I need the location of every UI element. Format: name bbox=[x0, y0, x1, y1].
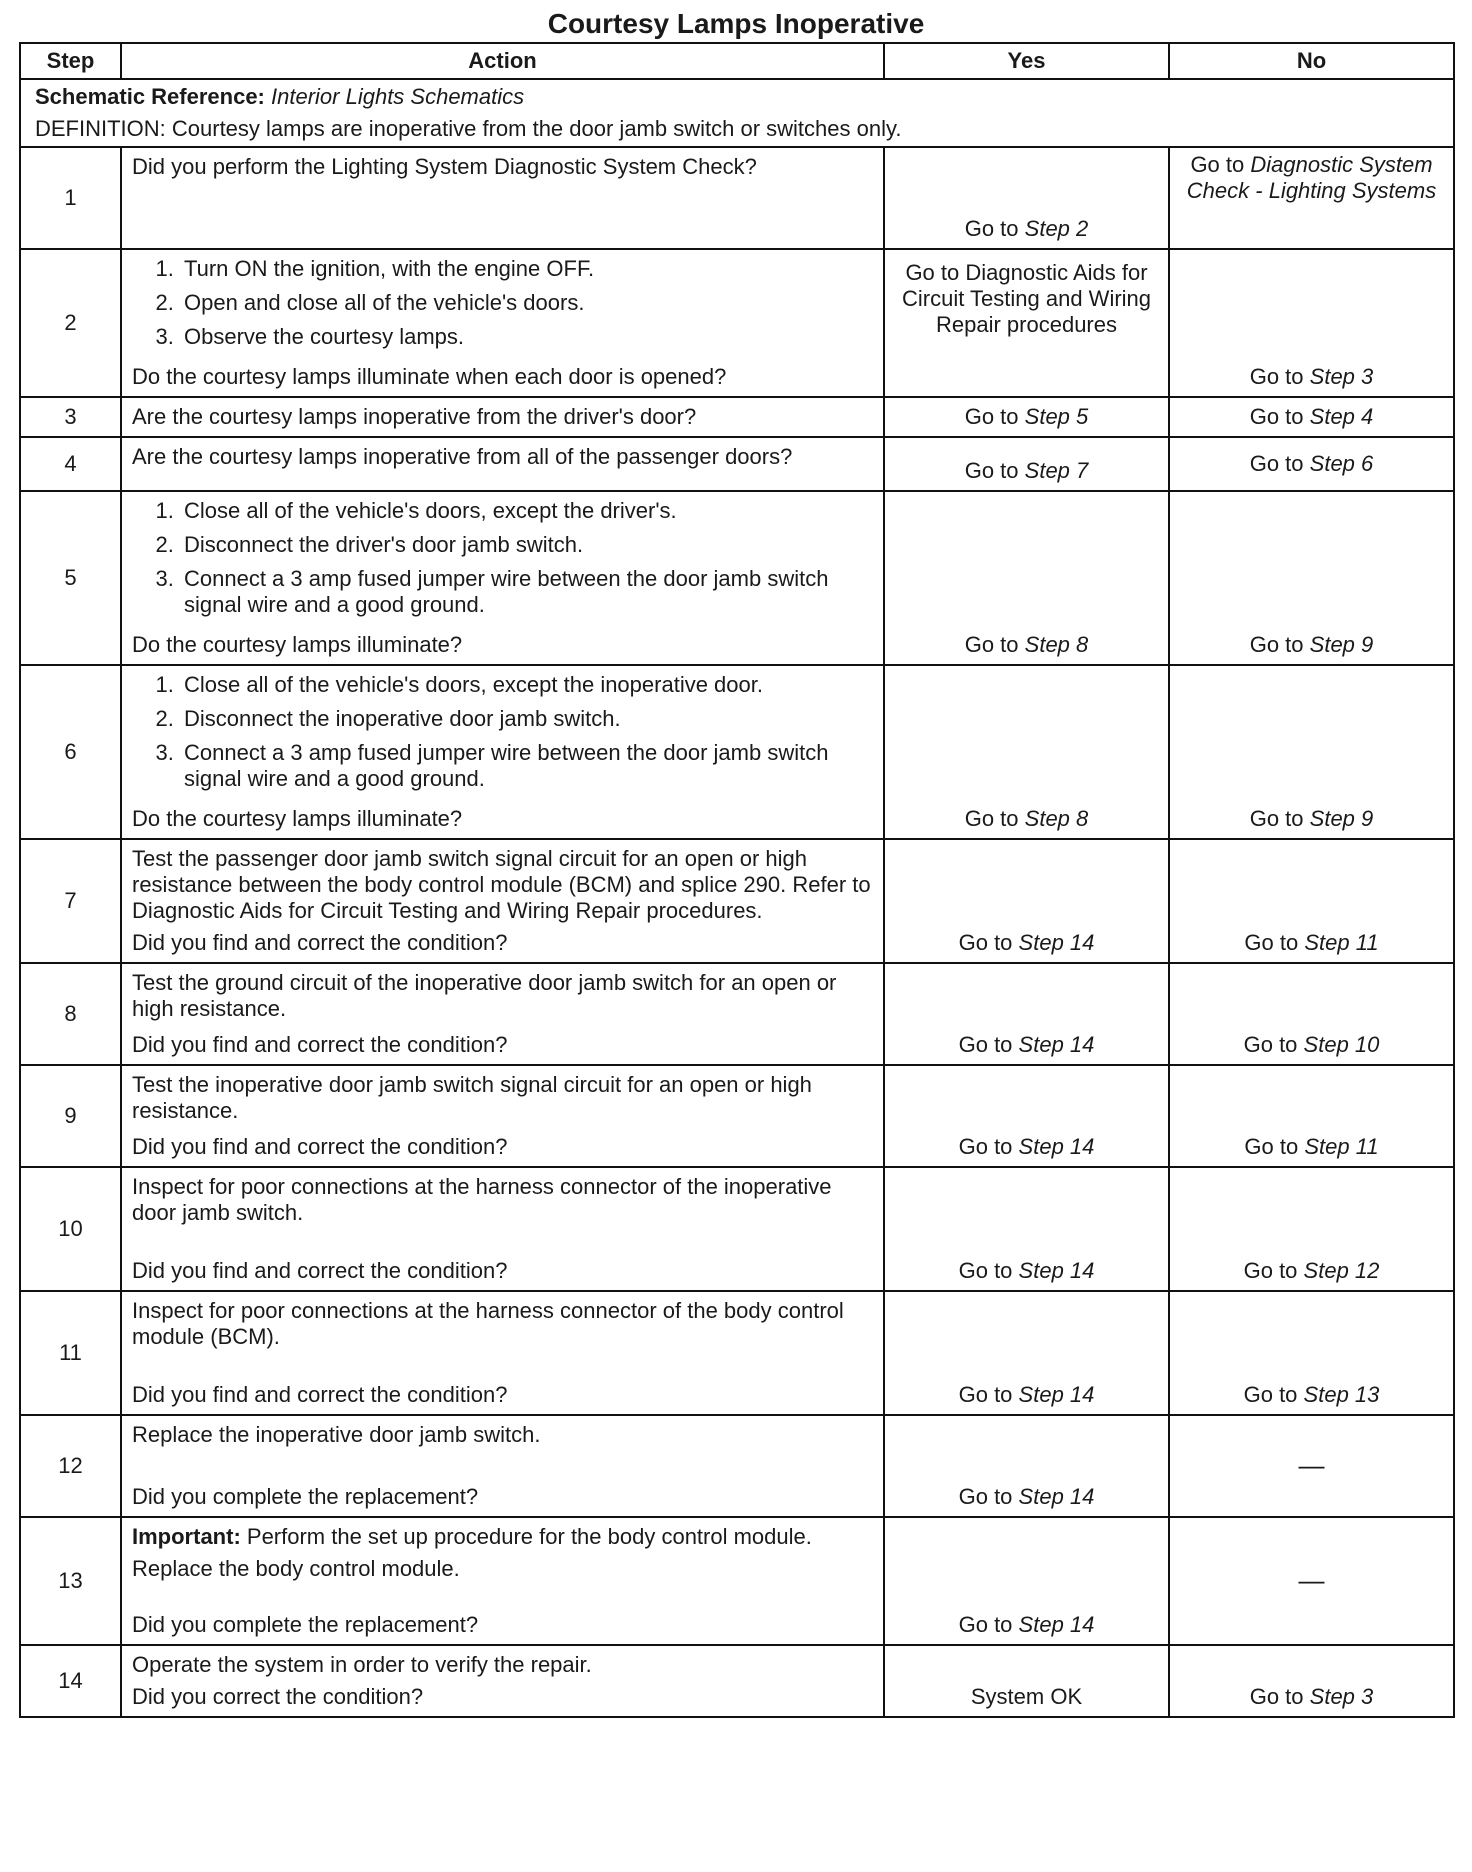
action-text: Test the passenger door jamb switch signal circuit for an open or high resistance between the body control module (BCM) and splice 290. Refer to Diagnostic Aids for Circuit Testing and Wiring Repair procedures. bbox=[132, 846, 871, 923]
yes-goto-prefix: Go to bbox=[958, 1258, 1013, 1283]
procedure-list bbox=[132, 672, 873, 792]
action-content bbox=[132, 846, 873, 956]
action-text: Replace the inoperative door jamb switch. bbox=[132, 1422, 541, 1447]
step-number: 3 bbox=[20, 397, 121, 437]
schematic-value: Interior Lights Schematics bbox=[271, 84, 525, 109]
no-goto-target: Step 9 bbox=[1309, 632, 1374, 657]
action-question: Are the courtesy lamps inoperative from the driver's door? bbox=[132, 404, 697, 429]
yes-goto-prefix: Go to bbox=[964, 632, 1019, 657]
yes-goto-target: Step 8 bbox=[1024, 806, 1089, 831]
procedure-list bbox=[132, 256, 873, 350]
action-content bbox=[132, 1422, 873, 1510]
table-row bbox=[20, 1291, 1454, 1415]
yes-goto-target: Step 7 bbox=[1024, 458, 1089, 483]
no-cell bbox=[1169, 147, 1454, 249]
step-number: 13 bbox=[20, 1517, 121, 1645]
yes-goto-prefix: Go to bbox=[964, 404, 1019, 429]
schematic-reference bbox=[21, 80, 1453, 114]
yes-goto-target: Step 14 bbox=[1018, 1612, 1095, 1637]
procedure-item: 2. Open and close all of the vehicle's doors. bbox=[180, 290, 873, 316]
step-number: 7 bbox=[20, 839, 121, 963]
action-cell bbox=[121, 1291, 884, 1415]
table-row bbox=[20, 1645, 1454, 1717]
no-cell bbox=[1169, 1415, 1454, 1517]
action-cell bbox=[121, 1415, 884, 1517]
action-question: Did you find and correct the condition? bbox=[132, 1032, 508, 1057]
definition-text: DEFINITION: Courtesy lamps are inoperative from the door jamb switch or switches only. bbox=[35, 116, 902, 141]
yes-goto-link[interactable] bbox=[965, 216, 1089, 241]
procedure-item: 1. Close all of the vehicle's doors, except the driver's. bbox=[180, 498, 873, 524]
action-question: Are the courtesy lamps inoperative from all of the passenger doors? bbox=[132, 444, 793, 469]
action-text: Inspect for poor connections at the harness connector of the inoperative door jamb switch. bbox=[132, 1174, 832, 1225]
yes-cell bbox=[884, 1291, 1169, 1415]
action-body bbox=[132, 1298, 873, 1350]
action-body bbox=[132, 498, 873, 626]
yes-cell bbox=[884, 1415, 1169, 1517]
step-number: 1 bbox=[20, 147, 121, 249]
action-text: Operate the system in order to verify the repair. bbox=[132, 1652, 592, 1677]
no-goto-prefix: Go to bbox=[1249, 451, 1304, 476]
yes-cell bbox=[884, 147, 1169, 249]
yes-goto-link[interactable] bbox=[965, 632, 1089, 657]
no-goto-link[interactable] bbox=[1244, 1032, 1380, 1057]
no-goto-link[interactable] bbox=[1244, 1382, 1380, 1407]
action-content bbox=[132, 498, 873, 658]
yes-goto-prefix: Go to bbox=[958, 930, 1013, 955]
action-content bbox=[132, 1524, 873, 1638]
step-number: 10 bbox=[20, 1167, 121, 1291]
no-goto-link[interactable] bbox=[1250, 364, 1374, 389]
yes-cell bbox=[884, 491, 1169, 665]
action-question: Did you perform the Lighting System Diagnostic System Check? bbox=[132, 154, 757, 179]
no-goto-prefix: Go to bbox=[1249, 404, 1304, 429]
yes-goto-target: Step 5 bbox=[1024, 404, 1089, 429]
action-question: Did you find and correct the condition? bbox=[132, 1134, 508, 1159]
table-row bbox=[20, 963, 1454, 1065]
action-cell bbox=[121, 839, 884, 963]
no-goto-prefix: Go to bbox=[1243, 1382, 1298, 1407]
yes-goto-prefix: Go to bbox=[958, 1032, 1013, 1057]
procedure-item: 2. Disconnect the inoperative door jamb switch. bbox=[180, 706, 873, 732]
yes-text: Go to Diagnostic Aids for Circuit Testing and Wiring Repair procedures bbox=[901, 260, 1152, 337]
table-row bbox=[20, 491, 1454, 665]
yes-cell bbox=[884, 1645, 1169, 1717]
action-content bbox=[132, 672, 873, 832]
no-goto-prefix: Go to bbox=[1243, 1258, 1298, 1283]
action-cell bbox=[121, 249, 884, 397]
no-goto-target: Step 11 bbox=[1304, 930, 1379, 955]
action-body bbox=[132, 846, 873, 924]
no-goto-target: Diagnostic System Check - Lighting Systems bbox=[1186, 152, 1437, 203]
yes-goto-prefix: Go to bbox=[958, 1484, 1013, 1509]
action-body bbox=[132, 672, 873, 800]
no-goto-target: Step 3 bbox=[1309, 1684, 1374, 1709]
action-content bbox=[132, 1298, 873, 1408]
action-question: Did you complete the replacement? bbox=[132, 1612, 479, 1637]
no-goto-link[interactable] bbox=[1244, 1258, 1380, 1283]
yes-goto-link[interactable] bbox=[959, 1258, 1095, 1283]
procedure-item: 3. Connect a 3 amp fused jumper wire between the door jamb switch signal wire and a good ground. bbox=[180, 740, 873, 792]
action-body bbox=[132, 1524, 873, 1582]
step-number: 5 bbox=[20, 491, 121, 665]
yes-cell bbox=[884, 437, 1169, 491]
action-content bbox=[132, 404, 873, 430]
action-question: Did you complete the replacement? bbox=[132, 1484, 479, 1509]
yes-goto-target: Step 14 bbox=[1018, 1382, 1095, 1407]
yes-cell bbox=[884, 665, 1169, 839]
yes-goto-target: Step 14 bbox=[1018, 1032, 1095, 1057]
action-cell bbox=[121, 1645, 884, 1717]
action-cell bbox=[121, 963, 884, 1065]
yes-goto-prefix: Go to bbox=[964, 216, 1019, 241]
yes-goto-link[interactable] bbox=[965, 806, 1089, 831]
step-number: 8 bbox=[20, 963, 121, 1065]
yes-goto-prefix: Go to bbox=[964, 806, 1019, 831]
yes-cell bbox=[884, 249, 1169, 397]
table-row bbox=[20, 665, 1454, 839]
no-goto-target: Step 3 bbox=[1309, 364, 1374, 389]
no-goto-prefix: Go to bbox=[1249, 632, 1304, 657]
yes-goto-link[interactable] bbox=[959, 1484, 1095, 1509]
no-goto-target: Step 6 bbox=[1309, 451, 1374, 476]
step-number: 14 bbox=[20, 1645, 121, 1717]
table-row bbox=[20, 147, 1454, 249]
no-cell bbox=[1169, 1517, 1454, 1645]
yes-cell bbox=[884, 1517, 1169, 1645]
yes-cell bbox=[884, 839, 1169, 963]
header-no: No bbox=[1169, 43, 1454, 79]
action-question: Did you find and correct the condition? bbox=[132, 1382, 508, 1407]
action-cell bbox=[121, 437, 884, 491]
action-content bbox=[132, 1072, 873, 1160]
yes-goto-target: Step 14 bbox=[1018, 1134, 1095, 1159]
header-action: Action bbox=[121, 43, 884, 79]
action-content bbox=[132, 1652, 873, 1710]
yes-goto-target: Step 14 bbox=[1018, 1484, 1095, 1509]
no-goto-target: Step 10 bbox=[1303, 1032, 1380, 1057]
action-content bbox=[132, 256, 873, 390]
diagnostic-table bbox=[19, 42, 1455, 1718]
table-row bbox=[20, 1517, 1454, 1645]
action-cell bbox=[121, 147, 884, 249]
action-cell bbox=[121, 1065, 884, 1167]
action-cell bbox=[121, 491, 884, 665]
action-question: Did you correct the condition? bbox=[132, 1684, 424, 1709]
table-row bbox=[20, 397, 1454, 437]
action-text: Inspect for poor connections at the harness connector of the body control module (BCM). bbox=[132, 1298, 844, 1349]
no-cell bbox=[1169, 963, 1454, 1065]
no-goto-link[interactable] bbox=[1250, 632, 1374, 657]
yes-goto-target: Step 14 bbox=[1018, 930, 1095, 955]
no-goto-link[interactable] bbox=[1250, 404, 1374, 429]
no-text: — bbox=[1298, 1450, 1325, 1480]
table-row bbox=[20, 249, 1454, 397]
step-number: 4 bbox=[20, 437, 121, 491]
action-question: Do the courtesy lamps illuminate when each door is opened? bbox=[132, 364, 727, 389]
yes-goto-link[interactable] bbox=[959, 1032, 1095, 1057]
no-cell bbox=[1169, 397, 1454, 437]
yes-cell bbox=[884, 1065, 1169, 1167]
no-goto-link[interactable] bbox=[1187, 152, 1436, 203]
action-body bbox=[132, 1072, 873, 1124]
no-goto-target: Step 11 bbox=[1304, 1134, 1379, 1159]
no-goto-target: Step 4 bbox=[1309, 404, 1374, 429]
yes-goto-link[interactable] bbox=[959, 930, 1095, 955]
yes-goto-target: Step 14 bbox=[1018, 1258, 1095, 1283]
no-cell bbox=[1169, 665, 1454, 839]
procedure-item: 3. Observe the courtesy lamps. bbox=[180, 324, 873, 350]
action-text: Replace the body control module. bbox=[132, 1556, 460, 1581]
yes-cell bbox=[884, 963, 1169, 1065]
action-cell bbox=[121, 1517, 884, 1645]
no-goto-prefix: Go to bbox=[1244, 930, 1299, 955]
yes-cell bbox=[884, 1167, 1169, 1291]
step-number: 2 bbox=[20, 249, 121, 397]
yes-goto-prefix: Go to bbox=[958, 1612, 1013, 1637]
yes-goto-link[interactable] bbox=[959, 1134, 1095, 1159]
procedure-item: 3. Connect a 3 amp fused jumper wire between the door jamb switch signal wire and a good ground. bbox=[180, 566, 873, 618]
yes-goto-prefix: Go to bbox=[958, 1382, 1013, 1407]
action-cell bbox=[121, 1167, 884, 1291]
yes-goto-link[interactable] bbox=[965, 458, 1089, 483]
no-text: — bbox=[1298, 1565, 1325, 1595]
step-number: 12 bbox=[20, 1415, 121, 1517]
action-body bbox=[132, 256, 873, 358]
step-number: 6 bbox=[20, 665, 121, 839]
schematic-label: Schematic Reference: bbox=[35, 84, 265, 109]
action-text: Test the inoperative door jamb switch signal circuit for an open or high resistance. bbox=[132, 1072, 812, 1123]
no-goto-prefix: Go to bbox=[1249, 806, 1304, 831]
yes-text: System OK bbox=[970, 1684, 1083, 1709]
yes-goto-prefix: Go to bbox=[964, 458, 1019, 483]
step-number: 11 bbox=[20, 1291, 121, 1415]
yes-goto-prefix: Go to bbox=[958, 1134, 1013, 1159]
action-content bbox=[132, 1174, 873, 1284]
table-row bbox=[20, 1065, 1454, 1167]
no-cell bbox=[1169, 1167, 1454, 1291]
schematic-row bbox=[20, 79, 1454, 147]
table-header-row bbox=[20, 43, 1454, 79]
action-text: Test the ground circuit of the inoperative door jamb switch for an open or high resistance. bbox=[132, 970, 837, 1021]
action-question: Did you find and correct the condition? bbox=[132, 1258, 508, 1283]
no-cell bbox=[1169, 839, 1454, 963]
no-goto-target: Step 13 bbox=[1303, 1382, 1380, 1407]
procedure-list bbox=[132, 498, 873, 618]
no-cell bbox=[1169, 491, 1454, 665]
action-body bbox=[132, 1174, 873, 1226]
yes-cell bbox=[884, 397, 1169, 437]
procedure-item: 2. Disconnect the driver's door jamb switch. bbox=[180, 532, 873, 558]
no-goto-link[interactable] bbox=[1250, 806, 1374, 831]
page-title: Courtesy Lamps Inoperative bbox=[547, 8, 925, 39]
no-goto-link[interactable] bbox=[1250, 1684, 1374, 1709]
no-goto-target: Step 9 bbox=[1309, 806, 1374, 831]
no-goto-link[interactable] bbox=[1244, 1134, 1378, 1159]
no-goto-link[interactable] bbox=[1250, 451, 1374, 476]
header-step: Step bbox=[20, 43, 121, 79]
action-question: Did you find and correct the condition? bbox=[132, 930, 508, 955]
no-goto-target: Step 12 bbox=[1303, 1258, 1380, 1283]
no-goto-prefix: Go to bbox=[1244, 1134, 1299, 1159]
table-row bbox=[20, 839, 1454, 963]
no-cell bbox=[1169, 249, 1454, 397]
action-question: Do the courtesy lamps illuminate? bbox=[132, 806, 463, 831]
no-cell bbox=[1169, 1645, 1454, 1717]
yes-goto-link[interactable] bbox=[965, 404, 1089, 429]
no-cell bbox=[1169, 1291, 1454, 1415]
table-row bbox=[20, 437, 1454, 491]
action-content bbox=[132, 154, 873, 242]
action-cell bbox=[121, 397, 884, 437]
header-yes: Yes bbox=[884, 43, 1169, 79]
yes-goto-link[interactable] bbox=[959, 1382, 1095, 1407]
action-question: Do the courtesy lamps illuminate? bbox=[132, 632, 463, 657]
table-row bbox=[20, 1167, 1454, 1291]
important-note bbox=[132, 1524, 873, 1550]
yes-goto-target: Step 2 bbox=[1024, 216, 1089, 241]
no-goto-prefix: Go to bbox=[1249, 1684, 1304, 1709]
action-content bbox=[132, 444, 873, 484]
no-cell bbox=[1169, 1065, 1454, 1167]
action-body bbox=[132, 970, 873, 1022]
no-goto-prefix: Go to bbox=[1249, 364, 1304, 389]
action-cell bbox=[121, 665, 884, 839]
important-text: Perform the set up procedure for the body control module. bbox=[246, 1524, 812, 1549]
step-number: 9 bbox=[20, 1065, 121, 1167]
no-goto-prefix: Go to bbox=[1190, 152, 1245, 177]
important-label: Important: bbox=[132, 1524, 241, 1549]
action-body bbox=[132, 1652, 873, 1678]
action-body bbox=[132, 1422, 873, 1448]
action-content bbox=[132, 970, 873, 1058]
table-row bbox=[20, 1415, 1454, 1517]
yes-goto-link[interactable] bbox=[959, 1612, 1095, 1637]
no-goto-link[interactable] bbox=[1244, 930, 1378, 955]
procedure-item: 1. Close all of the vehicle's doors, except the inoperative door. bbox=[180, 672, 873, 698]
no-goto-prefix: Go to bbox=[1243, 1032, 1298, 1057]
no-cell bbox=[1169, 437, 1454, 491]
yes-goto-target: Step 8 bbox=[1024, 632, 1089, 657]
procedure-item: 1. Turn ON the ignition, with the engine OFF. bbox=[180, 256, 873, 282]
